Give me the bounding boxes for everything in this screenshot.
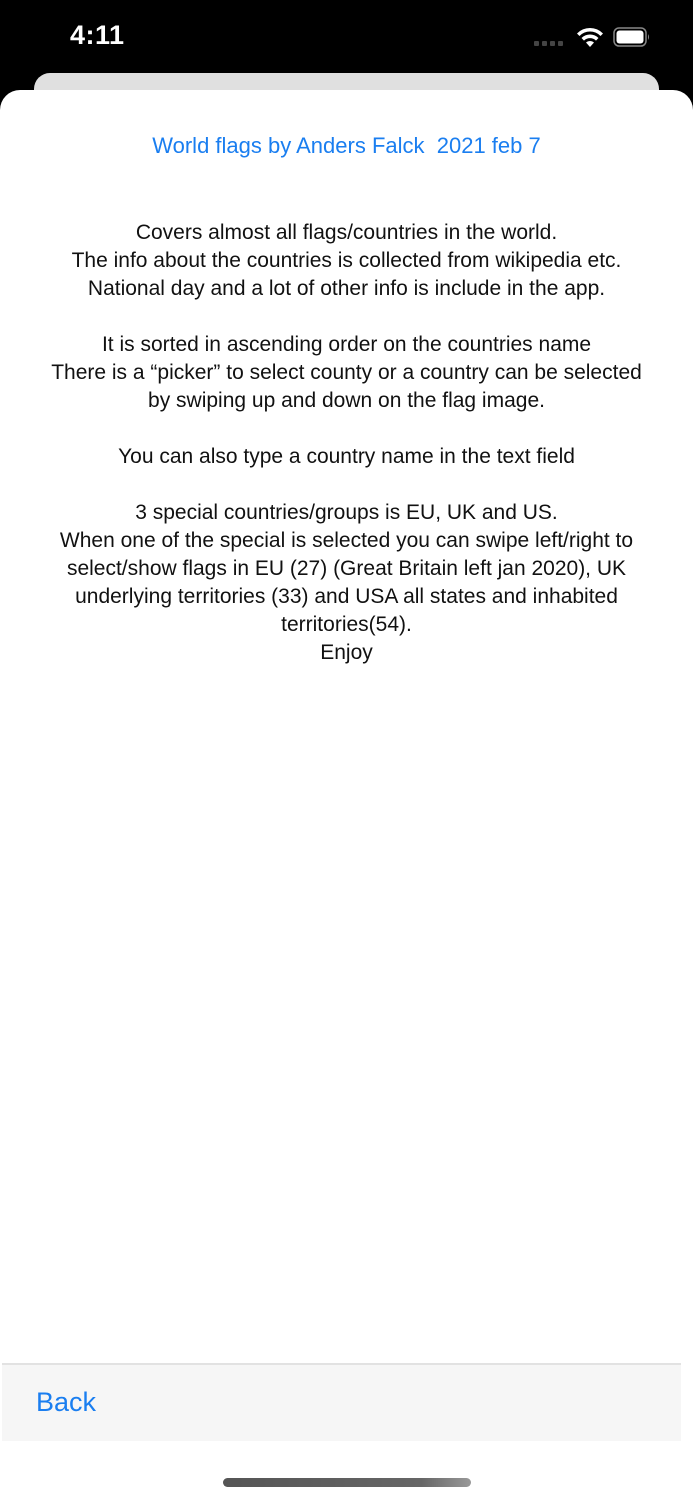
text-line: The info about the countries is collected from wikipedia etc. bbox=[71, 249, 622, 272]
text-line: National day and a lot of other info is include in the app. bbox=[87, 277, 606, 300]
text-line: There is a “picker” to select county or a country can be selected by swiping up and down on the flag image. bbox=[51, 361, 642, 412]
text-line: Enjoy bbox=[320, 641, 373, 664]
battery-icon bbox=[613, 27, 651, 47]
about-text bbox=[40, 219, 653, 667]
home-indicator[interactable] bbox=[223, 1478, 471, 1487]
back-button[interactable]: Back bbox=[36, 1387, 97, 1417]
text-line: When one of the special is selected you can swipe left/right to select/show flags in EU (27) (Great Britain left jan 2020), UK underlying territories (33) and USA all states and inhabited territories(54). bbox=[59, 529, 634, 636]
text-line bbox=[40, 303, 653, 331]
cellular-signal-icon bbox=[534, 41, 563, 46]
text-line: You can also type a country name in the text field bbox=[118, 445, 575, 468]
text-line: Covers almost all flags/countries in the world. bbox=[135, 221, 558, 244]
text-line: 3 special countries/groups is EU, UK and US. bbox=[135, 501, 558, 524]
page-title: World flags by Anders Falck 2021 feb 7 bbox=[152, 133, 541, 158]
status-bar bbox=[0, 0, 693, 75]
wifi-icon bbox=[575, 25, 605, 49]
bottom-toolbar bbox=[2, 1363, 681, 1441]
status-time: 4:11 bbox=[70, 20, 125, 50]
text-line: It is sorted in ascending order on the countries name bbox=[101, 333, 592, 356]
text-line bbox=[40, 415, 653, 443]
text-line bbox=[40, 471, 653, 499]
